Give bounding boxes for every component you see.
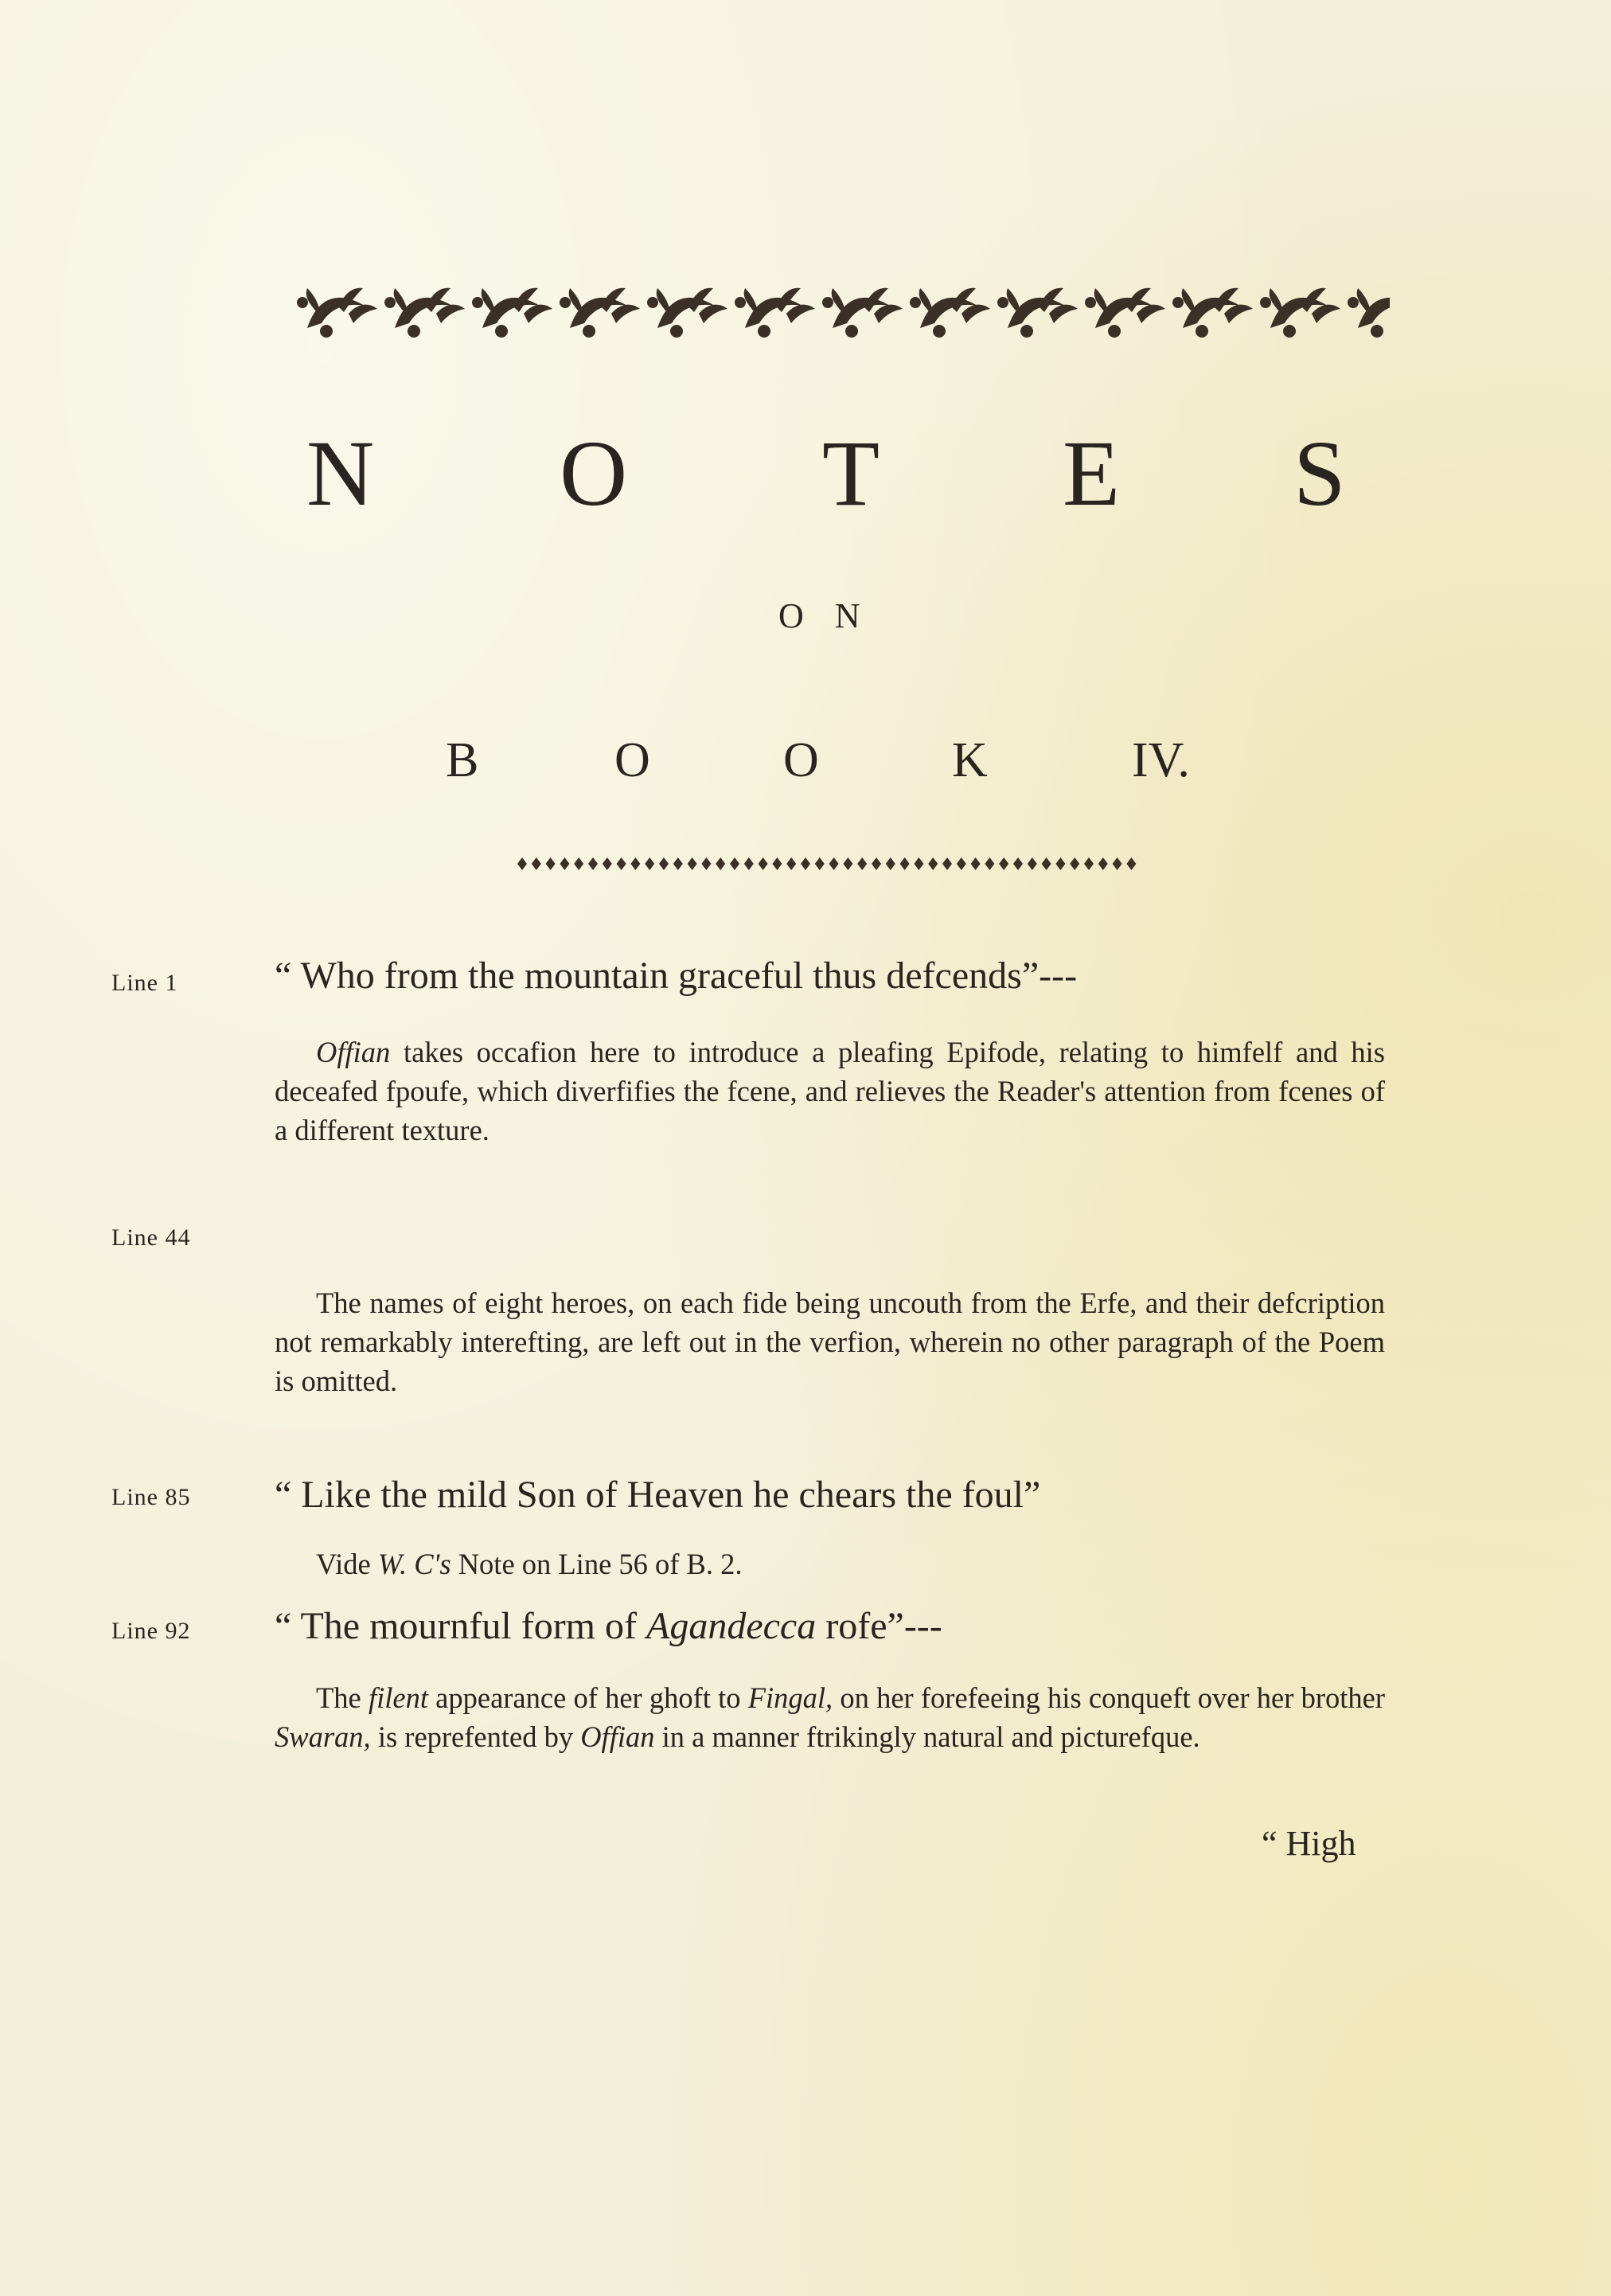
- ornament-part: [997, 297, 1008, 308]
- note-quote: “ Like the mild Son of Heaven he chears the foul”: [275, 1474, 1041, 1516]
- ornament-part: [1020, 325, 1033, 338]
- ornament-part: [1224, 305, 1253, 323]
- book-letter: O: [614, 733, 650, 787]
- ornament-part: [1357, 288, 1371, 312]
- floral-sprig: [472, 288, 552, 338]
- ornament-part: [699, 305, 727, 323]
- rule-dot: [801, 857, 810, 870]
- rule-dot: [1070, 857, 1079, 870]
- commentary-text: in a manner ftrikingly natural and picturefque.: [654, 1720, 1200, 1753]
- ornament-part: [758, 325, 770, 338]
- floral-sprig: [822, 288, 903, 338]
- margin-line-label: Line 44: [111, 1224, 191, 1251]
- rule-dot: [517, 857, 527, 870]
- rule-dot: [617, 857, 626, 870]
- rule-dot: [744, 857, 754, 870]
- book-letter: O: [783, 733, 819, 787]
- rule-dot: [829, 857, 839, 870]
- ornament-part: [1007, 288, 1020, 312]
- italic-name: Offian: [580, 1720, 655, 1753]
- ornament-part: [472, 297, 483, 308]
- rule-dot: [1028, 857, 1037, 870]
- title-letter: E: [1063, 421, 1121, 525]
- rule-dot: [673, 857, 683, 870]
- ornament-part: [874, 305, 903, 323]
- ornament-part: [1260, 297, 1271, 308]
- margin-line-label: Line 1: [111, 970, 178, 996]
- note-quote: [275, 1604, 942, 1648]
- rule-dot: [872, 857, 881, 870]
- rule-dot: [971, 857, 981, 870]
- italic-name: W. C's: [377, 1548, 451, 1580]
- rule-dot: [630, 857, 640, 870]
- rule-dot: [942, 857, 952, 870]
- floral-sprig: [1260, 288, 1340, 338]
- ornament-part: [583, 325, 595, 338]
- ornament-part: [1182, 288, 1196, 312]
- floral-sprig: [560, 288, 640, 338]
- rule-dot: [645, 857, 654, 870]
- ornament-part: [320, 325, 333, 338]
- note-commentary: The names of eight heroes, on each fide being uncouth from the Erfe, and their defcription not remarkably interefting, are left out in the verfion, wherein no other paragraph of the Poem is omitted.: [275, 1287, 1385, 1397]
- commentary-text: is reprefented by: [370, 1720, 581, 1753]
- rule-dot: [786, 857, 796, 870]
- ornament-part: [744, 288, 758, 312]
- rule-dot: [574, 857, 583, 870]
- rule-dot: [886, 857, 895, 870]
- commentary-text: Vide: [316, 1548, 378, 1580]
- floral-sprig: [735, 288, 815, 338]
- rule-dot: [659, 857, 669, 870]
- book-heading: [446, 717, 1242, 804]
- rule-dot: [1113, 857, 1122, 870]
- italic-name: Swaran,: [275, 1720, 371, 1753]
- ornament-part: [394, 288, 408, 312]
- title-letter: N: [306, 421, 375, 525]
- note-commentary: [275, 1678, 1385, 1756]
- note-commentary: [275, 1033, 1385, 1150]
- rule-dot: [1126, 857, 1136, 870]
- ornament-part: [832, 288, 845, 312]
- margin-line-label: Line 85: [111, 1484, 191, 1510]
- title-letter: T: [822, 421, 880, 525]
- rule-dot: [688, 857, 697, 870]
- ornament-part: [1371, 325, 1383, 338]
- ornament-part: [933, 325, 946, 338]
- italic-name: Offian: [316, 1036, 391, 1068]
- page-title: [306, 418, 1345, 529]
- ornament-part: [1172, 297, 1184, 308]
- ornament-part: [611, 305, 640, 323]
- rule-dot: [900, 857, 910, 870]
- note-quote: “ Who from the mountain graceful thus defcends”---: [275, 955, 1078, 997]
- rule-dot: [1084, 857, 1094, 870]
- ornament-part: [1085, 297, 1096, 308]
- ornament-part: [297, 297, 308, 308]
- ornament-part: [962, 305, 990, 323]
- ornament-part: [845, 325, 858, 338]
- commentary-text: takes occafion here to introduce a pleafing Epifode, relating to himfelf and his deceafed fpoufe, which diverfifies the fcene, and relieves the Reader's attention from fcenes of a different texture.: [275, 1036, 1385, 1146]
- ornament-part: [647, 297, 658, 308]
- commentary-text: appearance of her ghoft to: [427, 1681, 748, 1714]
- rule-dot: [532, 857, 541, 870]
- italic-name: Fingal,: [747, 1681, 833, 1714]
- rule-dot: [701, 857, 711, 870]
- ornament-part: [1137, 305, 1165, 323]
- decorative-rule: [513, 853, 1140, 874]
- quote-text: “ The mournful form of: [275, 1605, 646, 1647]
- rule-dot: [914, 857, 923, 870]
- rule-dot: [985, 857, 994, 870]
- ornament-part: [822, 297, 833, 308]
- ornament-part: [1270, 288, 1283, 312]
- floral-sprig: [1085, 288, 1165, 338]
- ornament-part: [1196, 325, 1208, 338]
- book-letter: IV.: [1132, 733, 1190, 787]
- ornament-part: [670, 325, 683, 338]
- rule-dot: [1042, 857, 1051, 870]
- margin-line-label: Line 92: [111, 1618, 191, 1644]
- ornament-part: [786, 305, 815, 323]
- commentary-text: The: [316, 1681, 369, 1714]
- book-letter: K: [952, 733, 988, 787]
- ornament-part: [910, 297, 921, 308]
- ornament-part: [560, 297, 571, 308]
- title-letter: S: [1293, 421, 1346, 525]
- ornament-part: [735, 297, 746, 308]
- floral-sprig: [1172, 288, 1253, 338]
- ornament-part: [1094, 288, 1108, 312]
- ornament-part: [408, 325, 420, 338]
- ornament-part: [1348, 297, 1359, 308]
- floral-ornament-band: [291, 279, 1390, 350]
- rule-dot: [730, 857, 739, 870]
- floral-sprig: [1348, 288, 1390, 338]
- ornament-part: [919, 288, 933, 312]
- ornament-part: [1108, 325, 1121, 338]
- ornament-part: [657, 288, 670, 312]
- catchword: “ High: [1262, 1824, 1356, 1863]
- title-letter: O: [560, 421, 628, 525]
- floral-sprig: [910, 288, 990, 338]
- ornament-part: [482, 288, 495, 312]
- rule-dot: [857, 857, 867, 870]
- commentary-text: on her forefeeing his conqueft over her brother: [833, 1681, 1386, 1714]
- rule-dot: [759, 857, 768, 870]
- rule-dot: [1013, 857, 1023, 870]
- rule-dot: [560, 857, 569, 870]
- rule-dot: [1055, 857, 1065, 870]
- quote-text: rofe”---: [816, 1605, 942, 1647]
- floral-sprig: [297, 288, 377, 338]
- ornament-part: [349, 305, 377, 323]
- ornament-part: [436, 305, 465, 323]
- italic-name: Agandecca: [646, 1605, 817, 1647]
- floral-sprig: [997, 288, 1078, 338]
- subtitle-on: O N: [778, 596, 872, 635]
- rule-dot: [772, 857, 782, 870]
- floral-sprig: [647, 288, 727, 338]
- ornament-part: [1049, 305, 1078, 323]
- ornament-part: [524, 305, 552, 323]
- book-letter: B: [446, 733, 479, 787]
- ornament-part: [1312, 305, 1340, 323]
- rule-dot: [716, 857, 725, 870]
- commentary-text: Note on Line 56 of B. 2.: [451, 1548, 743, 1580]
- ornament-part: [1283, 325, 1296, 338]
- rule-dot: [957, 857, 966, 870]
- rule-dot: [588, 857, 598, 870]
- rule-dot: [999, 857, 1008, 870]
- italic-word: filent: [368, 1681, 428, 1714]
- rule-dot: [603, 857, 612, 870]
- note-commentary: [275, 1544, 1385, 1583]
- ornament-part: [495, 325, 508, 338]
- rule-dot: [928, 857, 938, 870]
- floral-sprig: [384, 288, 465, 338]
- rule-dot: [546, 857, 556, 870]
- ornament-part: [384, 297, 396, 308]
- ornament-part: [306, 288, 320, 312]
- rule-dot: [1098, 857, 1108, 870]
- ornament-part: [569, 288, 583, 312]
- rule-dot: [815, 857, 825, 870]
- rule-dot: [843, 857, 852, 870]
